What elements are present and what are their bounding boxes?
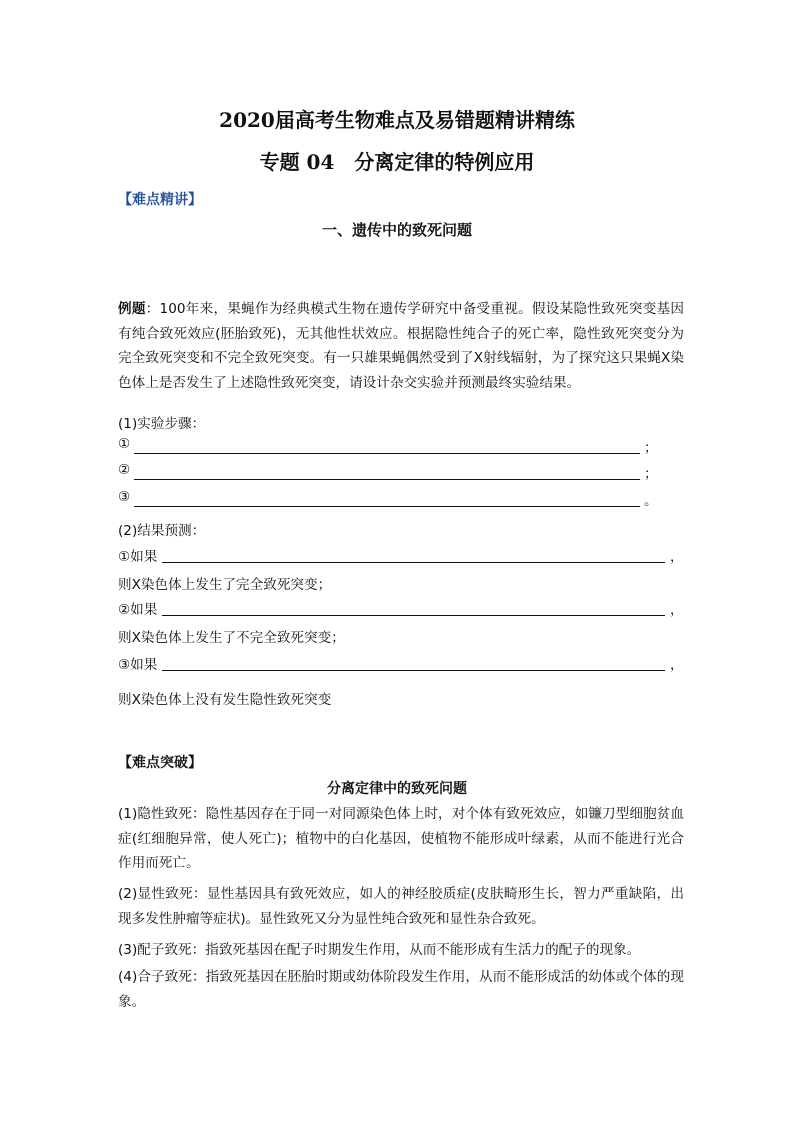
result-prefix: ②如果 [118,602,158,618]
result-blank-3[interactable] [118,653,684,675]
example-text: ：100年来，果蝇作为经典模式生物在遗传学研究中备受重视。假设某隐性致死突变基因有纯合致死效应(胚胎致死)，无其他性状效应。根据隐性纯合子的死亡率，隐性致死突变分为完全致死突变和不完全致死突变。有一只雄果蝇偶然受到了X射线辐射，为了探究这只果蝇X染色体上是否发生了上述隐性致死突变，请设计杂交实验并预测最终实验结果。 [118,301,684,391]
step-blank-1[interactable] [118,436,658,458]
result-blank-1[interactable] [118,545,684,567]
step-blank-2[interactable] [118,462,658,484]
steps-label: (1)实验步骤： [118,416,206,432]
results-label: (2)结果预测： [118,523,206,539]
step-end-mark: 。 [644,493,658,509]
answer-line [134,506,640,507]
answer-line [162,615,665,616]
lethal-item-recessive: (1)隐性致死：隐性基因存在于同一对同源染色体上时，对个体有致死效应，如镰刀型细胞贫血症(红细胞异常，使人死亡)；植物中的白化基因，使植物不能形成叶绿素，从而不能进行光合作用而死亡。 [118,806,684,871]
example-label: 例题 [118,301,146,317]
result-prefix: ①如果 [118,549,158,565]
result-conclusion-3: 则X染色体上没有发生隐性致死突变 [118,692,332,708]
result-conclusion-2: 则X染色体上发生了不完全致死突变； [118,630,345,646]
step-number: ③ [118,489,131,505]
section-label-key-points: 【难点精讲】 [118,192,202,208]
lethal-item-zygotic: (4)合子致死：指致死基因在胚胎时期或幼体阶段发生作用，从而不能形成活的幼体或个体的现象。 [118,969,684,1010]
step-number: ② [118,462,131,478]
answer-line [162,670,665,671]
result-end-mark: ， [670,657,684,673]
step-end-mark: ； [644,466,658,482]
answer-line [134,453,640,454]
result-blank-2[interactable] [118,598,684,620]
step-end-mark: ； [644,440,658,456]
document-subtitle: 专题 04 分离定律的特例应用 [259,150,535,174]
result-conclusion-1: 则X染色体上发生了完全致死突变； [118,577,332,593]
section-label-breakthrough: 【难点突破】 [118,755,202,771]
answer-line [134,479,640,480]
lethal-item-gametic: (3)配子致死：指致死基因在配子时期发生作用，从而不能形成有生活力的配子的现象。 [118,942,641,958]
lethal-item-dominant: (2)显性致死：显性基因具有致死效应，如人的神经胶质症(皮肤畸形生长，智力严重缺陷，出现多发性肿瘤等症状)。显性致死又分为显性纯合致死和显性杂合致死。 [118,886,684,927]
section-heading-segregation-lethal: 分离定律中的致死问题 [327,781,467,797]
result-prefix: ③如果 [118,657,158,673]
step-blank-3[interactable] [118,489,658,511]
example-paragraph [118,297,684,395]
step-number: ① [118,436,131,452]
answer-line [162,562,665,563]
document-title: 2020届高考生物难点及易错题精讲精练 [219,108,575,132]
result-end-mark: ， [670,602,684,618]
section-heading-lethal-genetics: 一、遗传中的致死问题 [321,221,472,239]
result-end-mark: ， [670,549,684,565]
